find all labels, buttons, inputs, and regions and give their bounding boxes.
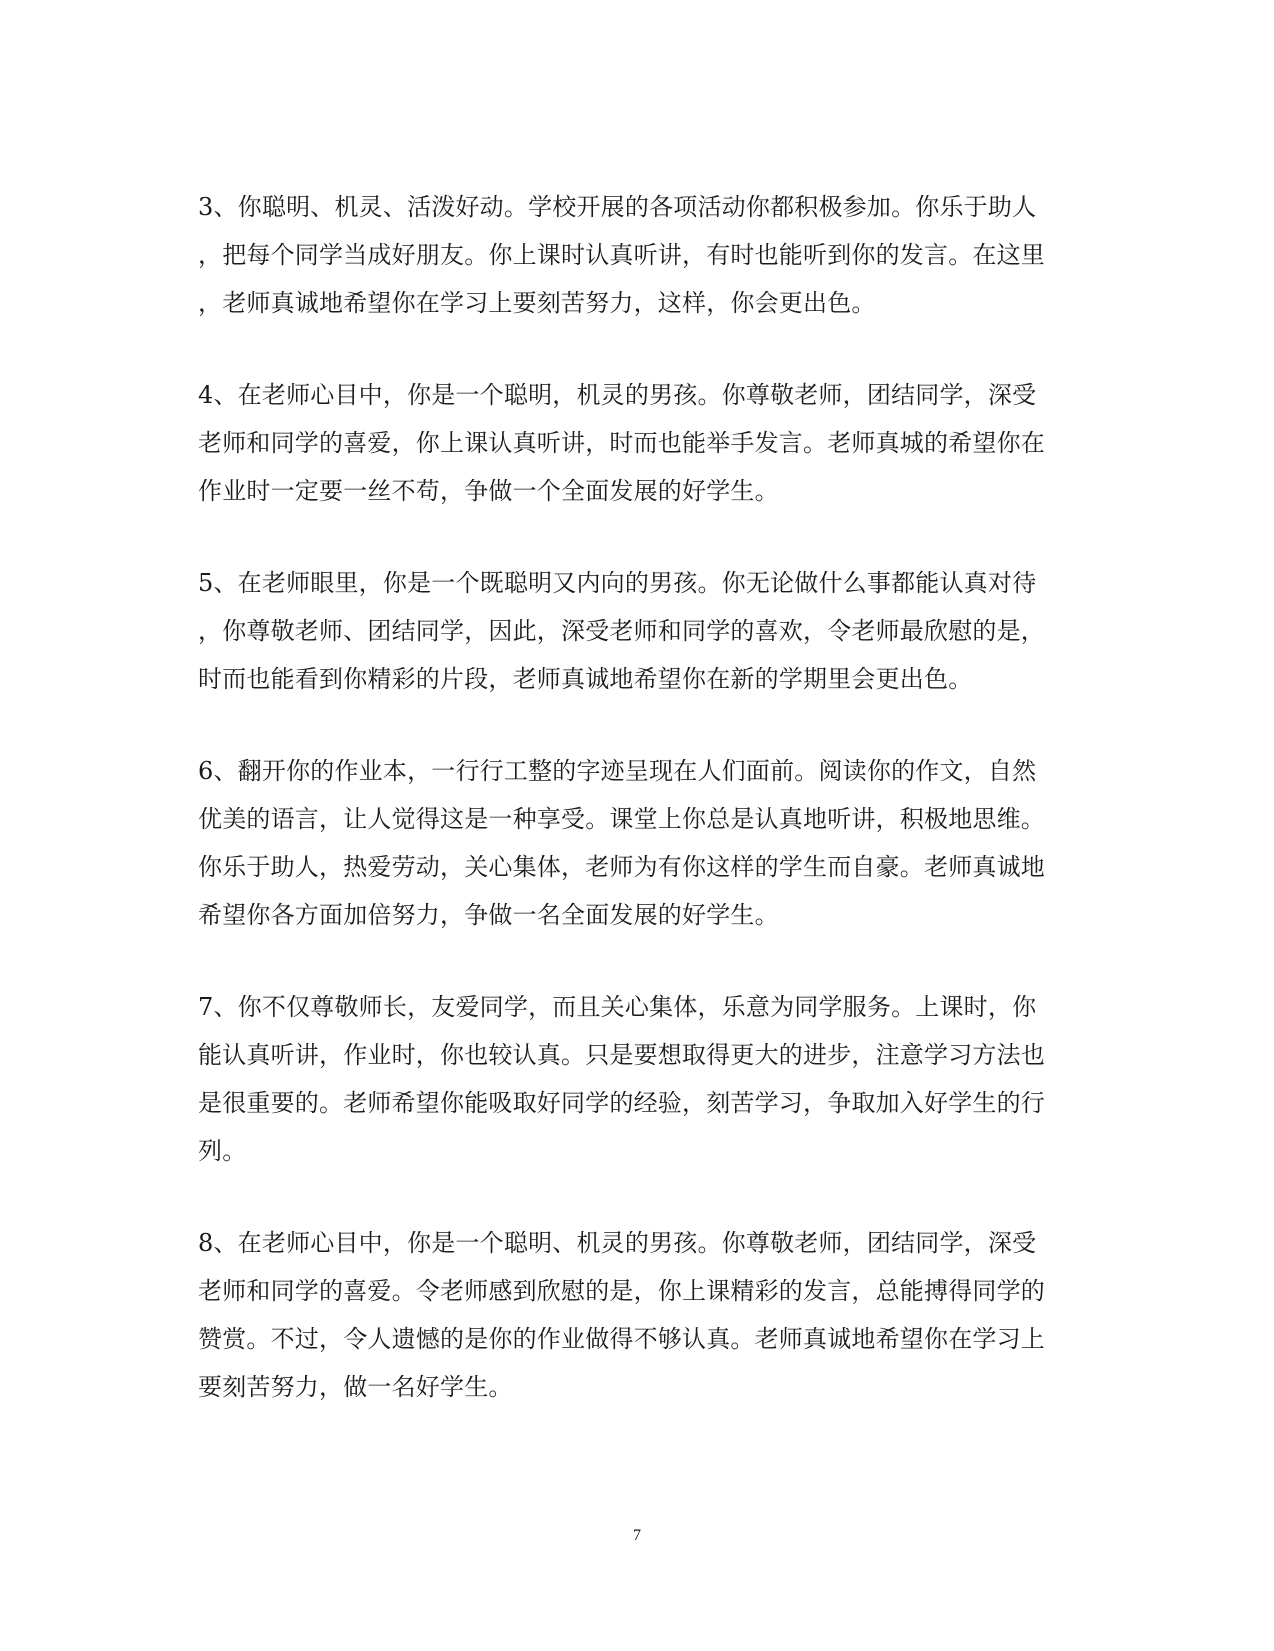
paragraph-4 [198,371,1083,515]
page-number: 7 [633,1527,641,1544]
paragraph-3 [198,183,1083,327]
paragraph-7 [198,983,1083,1175]
paragraph-line: 7、你不仅尊敬师长，友爱同学，而且关心集体，乐意为同学服务。上课时，你 [198,993,1037,1021]
paragraph-line: 列。 [198,1137,247,1165]
paragraph-line: 老师和同学的喜爱。令老师感到欣慰的是，你上课精彩的发言，总能搏得同学的 [198,1277,1045,1305]
paragraph-line: 能认真听讲，作业时，你也较认真。只是要想取得更大的进步，注意学习方法也 [198,1041,1045,1069]
paragraph-6 [198,747,1083,939]
paragraph-line: 时而也能看到你精彩的片段，老师真诚地希望你在新的学期里会更出色。 [198,665,973,693]
paragraph-line: 4、在老师心目中，你是一个聪明，机灵的男孩。你尊敬老师，团结同学，深受 [198,381,1037,409]
paragraph-line: ，老师真诚地希望你在学习上要刻苦努力，这样，你会更出色。 [198,289,876,317]
paragraph-line: 3、你聪明、机灵、活泼好动。学校开展的各项活动你都积极参加。你乐于助人 [198,193,1037,221]
paragraph-line: 希望你各方面加倍努力，争做一名全面发展的好学生。 [198,901,779,929]
paragraph-line: 优美的语言，让人觉得这是一种享受。课堂上你总是认真地听讲，积极地思维。 [198,805,1045,833]
paragraph-line: 要刻苦努力，做一名好学生。 [198,1373,513,1401]
paragraph-line: ，把每个同学当成好朋友。你上课时认真听讲，有时也能听到你的发言。在这里 [198,241,1045,269]
document-body [198,183,1083,1455]
paragraph-line: 作业时一定要一丝不苟，争做一个全面发展的好学生。 [198,477,779,505]
paragraph-line: 你乐于助人，热爱劳动，关心集体，老师为有你这样的学生而自豪。老师真诚地 [198,853,1045,881]
paragraph-line: 5、在老师眼里，你是一个既聪明又内向的男孩。你无论做什么事都能认真对待 [198,569,1037,597]
paragraph-line: ，你尊敬老师、团结同学，因此，深受老师和同学的喜欢，令老师最欣慰的是， [198,617,1045,645]
paragraph-5 [198,559,1083,703]
paragraph-line: 赞赏。不过，令人遗憾的是你的作业做得不够认真。老师真诚地希望你在学习上 [198,1325,1045,1353]
paragraph-line: 是很重要的。老师希望你能吸取好同学的经验，刻苦学习，争取加入好学生的行 [198,1089,1045,1117]
paragraph-8 [198,1219,1083,1411]
paragraph-line: 8、在老师心目中，你是一个聪明、机灵的男孩。你尊敬老师，团结同学，深受 [198,1229,1037,1257]
paragraph-line: 老师和同学的喜爱，你上课认真听讲，时而也能举手发言。老师真城的希望你在 [198,429,1045,457]
paragraph-line: 6、翻开你的作业本，一行行工整的字迹呈现在人们面前。阅读你的作文，自然 [198,757,1037,785]
